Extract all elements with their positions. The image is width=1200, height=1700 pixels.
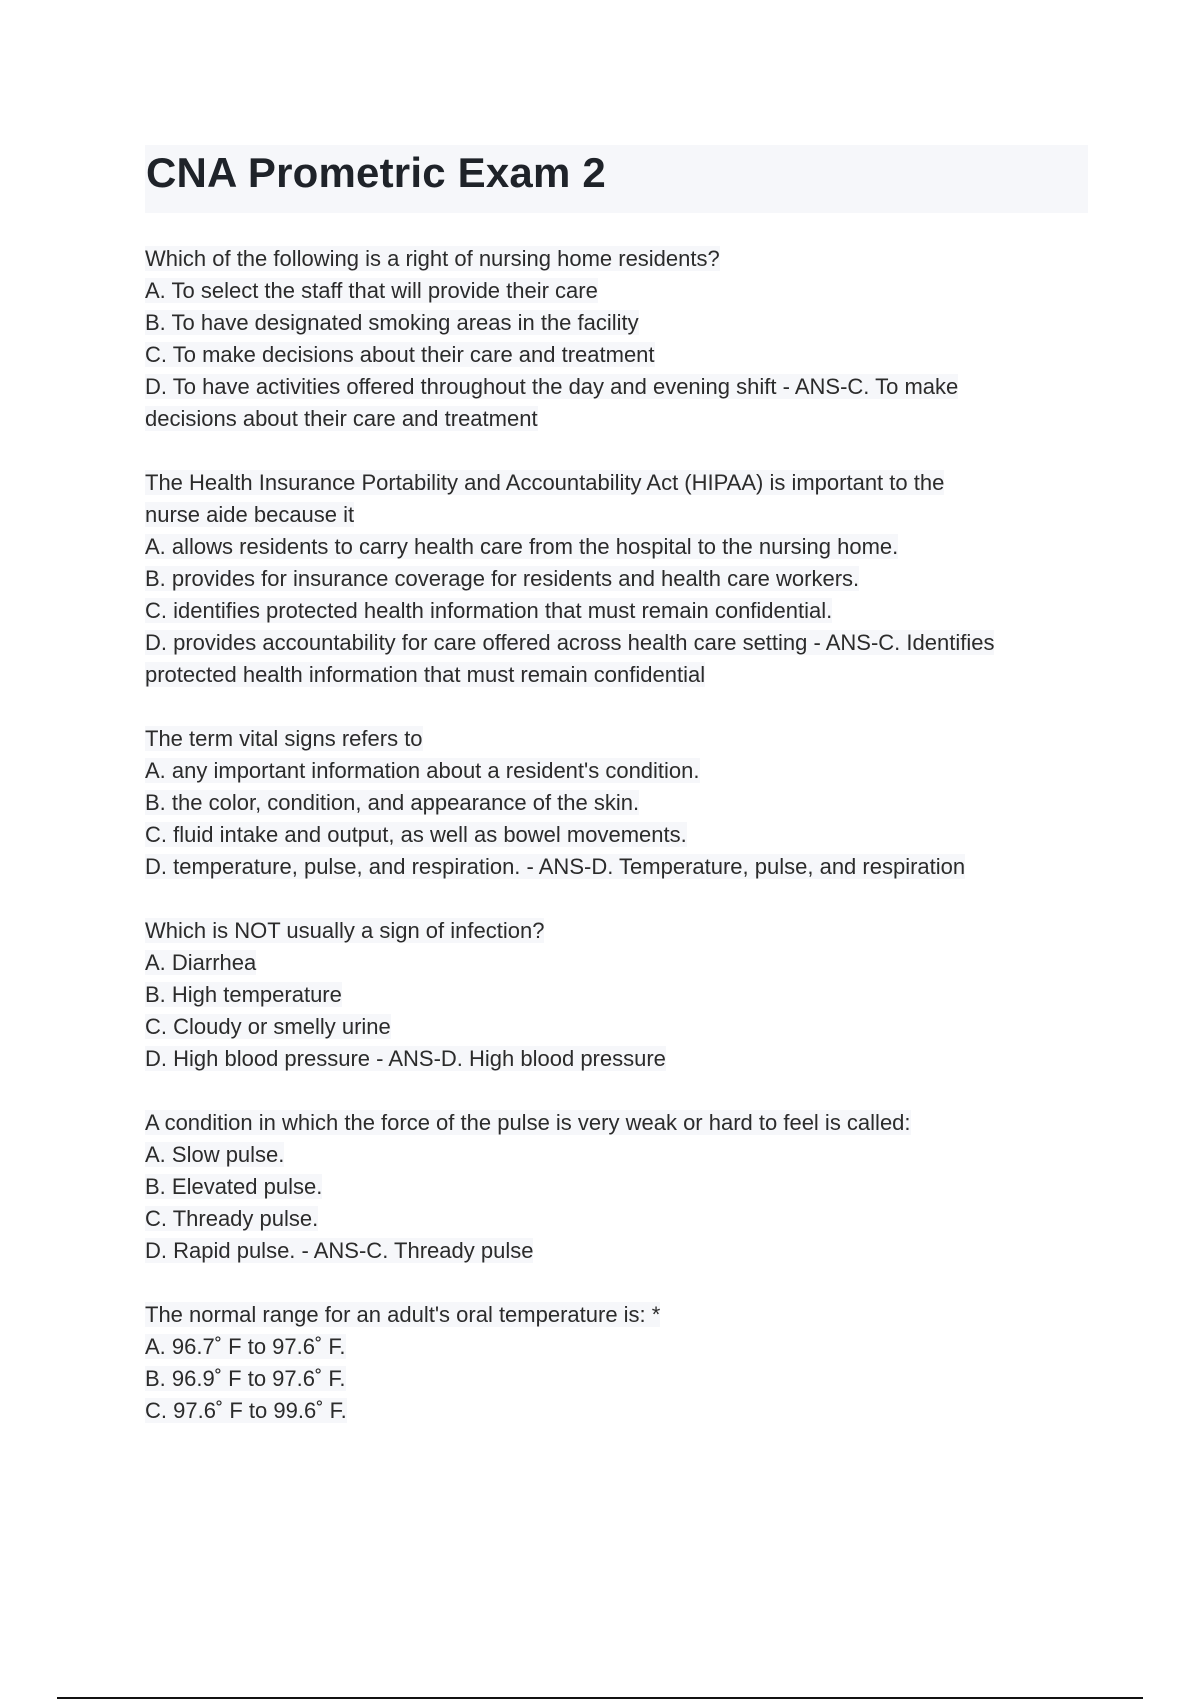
answer-option: C. Thready pulse.: [145, 1206, 319, 1231]
answer-option: B. 96.9˚ F to 97.6˚ F.: [145, 1366, 346, 1391]
question-block: [145, 915, 1090, 1075]
answer-option: D. temperature, pulse, and respiration. - ANS-D. Temperature, pulse, and respiration: [145, 854, 966, 879]
question-block: [145, 243, 1090, 435]
answer-option: B. the color, condition, and appearance of the skin.: [145, 790, 640, 815]
answer-option: B. Elevated pulse.: [145, 1174, 323, 1199]
answer-option: A. allows residents to carry health care from the hospital to the nursing home.: [145, 534, 899, 559]
answer-option: A. To select the staff that will provide their care: [145, 278, 598, 303]
question-text: A condition in which the force of the pulse is very weak or hard to feel is called:: [145, 1110, 911, 1135]
question-block: [145, 723, 1090, 883]
answer-option: C. To make decisions about their care and treatment: [145, 342, 655, 367]
answer-option: C. 97.6˚ F to 99.6˚ F.: [145, 1398, 347, 1423]
answer-option: D. High blood pressure - ANS-D. High blood pressure: [145, 1046, 666, 1071]
question-list: [145, 243, 1090, 1459]
answer-option: B. provides for insurance coverage for residents and health care workers.: [145, 566, 860, 591]
question-text: The term vital signs refers to: [145, 726, 423, 751]
answer-option: D. provides accountability for care offered across health care setting - ANS-C. Identifies: [145, 630, 995, 655]
answer-option: D. To have activities offered throughout the day and evening shift - ANS-C. To make: [145, 374, 959, 399]
question-block: [145, 1299, 1090, 1427]
question-text: The Health Insurance Portability and Accountability Act (HIPAA) is important to the: [145, 470, 945, 495]
answer-option: B. To have designated smoking areas in the facility: [145, 310, 639, 335]
question-text: Which is NOT usually a sign of infection?: [145, 918, 545, 943]
page-footer-rule: [57, 1697, 1143, 1699]
answer-option: A. any important information about a resident's condition.: [145, 758, 700, 783]
question-text: Which of the following is a right of nursing home residents?: [145, 246, 720, 271]
answer-option: C. Cloudy or smelly urine: [145, 1014, 391, 1039]
question-text: nurse aide because it: [145, 502, 355, 527]
answer-option: D. Rapid pulse. - ANS-C. Thready pulse: [145, 1238, 534, 1263]
question-block: [145, 467, 1090, 691]
question-text: The normal range for an adult's oral temperature is: *: [145, 1302, 661, 1327]
answer-option: A. 96.7˚ F to 97.6˚ F.: [145, 1334, 346, 1359]
answer-option: A. Slow pulse.: [145, 1142, 285, 1167]
answer-option: C. fluid intake and output, as well as bowel movements.: [145, 822, 687, 847]
answer-key: protected health information that must remain confidential: [145, 662, 706, 687]
page-title: CNA Prometric Exam 2: [146, 149, 606, 196]
answer-option: A. Diarrhea: [145, 950, 257, 975]
question-block: [145, 1107, 1090, 1267]
answer-key: decisions about their care and treatment: [145, 406, 538, 431]
answer-option: B. High temperature: [145, 982, 342, 1007]
answer-option: C. identifies protected health information that must remain confidential.: [145, 598, 833, 623]
